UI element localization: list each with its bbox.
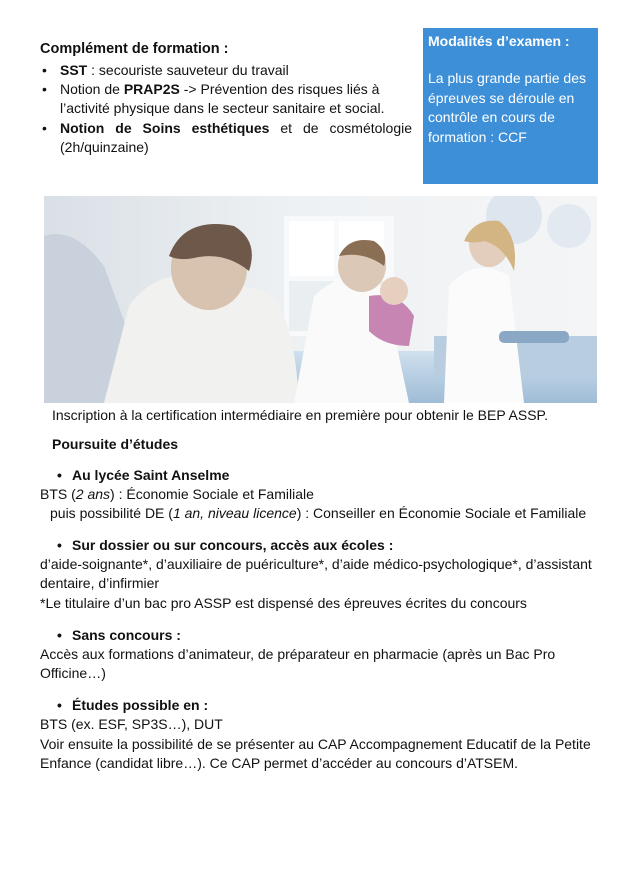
item-bold: Notion de Soins esthétiques	[60, 119, 270, 136]
bullet-icon: •	[42, 61, 47, 78]
final-text: Voir ensuite la possibilité de se présenter au CAP Accompagnement Educatif de la Petite Enfance (candidat libre…). Ce CAP permet d’accéder au concours d’ATSEM.	[40, 735, 591, 772]
text-part: puis possibilité DE (	[50, 505, 173, 522]
dossier-note: *Le titulaire d’un bac pro ASSP est dispensé des épreuves écrites du concours	[40, 595, 527, 612]
complement-list	[40, 61, 412, 158]
etudes-title	[52, 696, 592, 715]
item-text: : secouriste sauveteur du travail	[87, 61, 289, 78]
lycee-title	[52, 466, 592, 485]
bullet-icon: •	[57, 696, 62, 713]
bullet-icon: •	[57, 466, 62, 483]
lycee-content	[40, 485, 592, 524]
classroom-photo	[44, 196, 597, 403]
text-part: BTS (	[40, 485, 76, 502]
exam-body: La plus grande partie des épreuves se déroule en contrôle en cours de formation : CCF	[428, 70, 586, 145]
section-title-text: Études possible en :	[72, 696, 209, 713]
item-text: -> Prévention des risques liés à l’activité physique dans le secteur sanitaire et social.	[60, 81, 385, 117]
list-item	[40, 61, 412, 80]
exam-title: Modalités d’examen :	[428, 33, 570, 49]
sans-text: Accès aux formations d’animateur, de préparateur en pharmacie (après un Bac Pro Officine…)	[40, 645, 556, 682]
etudes-text: BTS (ex. ESF, SP3S…), DUT	[40, 715, 223, 732]
dossier-text: d’aide-soignante*, d’auxiliaire de puériculture*, d’aide médico-psychologique*, d’assistant dentaire, d’infirmier	[40, 555, 592, 592]
sans-title	[52, 626, 592, 645]
bullet-icon: •	[57, 536, 62, 553]
lycee-line2	[40, 504, 592, 524]
exam-box	[423, 28, 598, 184]
text-part: ) : Économie Sociale et Familiale	[110, 485, 314, 502]
text-part: ) : Conseiller en Économie Sociale et Familiale	[296, 505, 587, 522]
complement-section	[40, 40, 412, 157]
inscription-text: Inscription à la certification intermédiaire en première pour obtenir le BEP ASSP.	[52, 407, 548, 423]
item-text: et de cosmétologie (2h/quinzaine)	[60, 119, 413, 155]
section-title-text: Sans concours :	[72, 626, 181, 643]
section-title-text: Sur dossier ou sur concours, accès aux écoles :	[72, 536, 394, 553]
item-bold: SST	[60, 61, 88, 78]
main-content	[40, 406, 592, 774]
dossier-content	[40, 555, 592, 614]
section-title-text: Au lycée Saint Anselme	[72, 466, 230, 483]
bullet-icon: •	[42, 81, 47, 98]
bullet-icon: •	[42, 119, 47, 136]
classroom-photo-illustration	[44, 196, 597, 403]
lycee-line1	[40, 485, 592, 505]
item-bold: PRAP2S	[123, 81, 180, 98]
italic-text: 1 an, niveau licence	[172, 505, 297, 522]
bullet-icon: •	[57, 626, 62, 643]
complement-title: Complément de formation :	[40, 41, 229, 57]
dossier-title	[52, 536, 592, 555]
sans-content	[40, 645, 592, 684]
item-text: Notion de	[60, 81, 124, 98]
list-item	[40, 119, 412, 158]
etudes-content	[40, 715, 592, 774]
list-item	[40, 80, 412, 119]
poursuite-title: Poursuite d’études	[52, 435, 179, 452]
italic-text: 2 ans	[75, 485, 111, 502]
